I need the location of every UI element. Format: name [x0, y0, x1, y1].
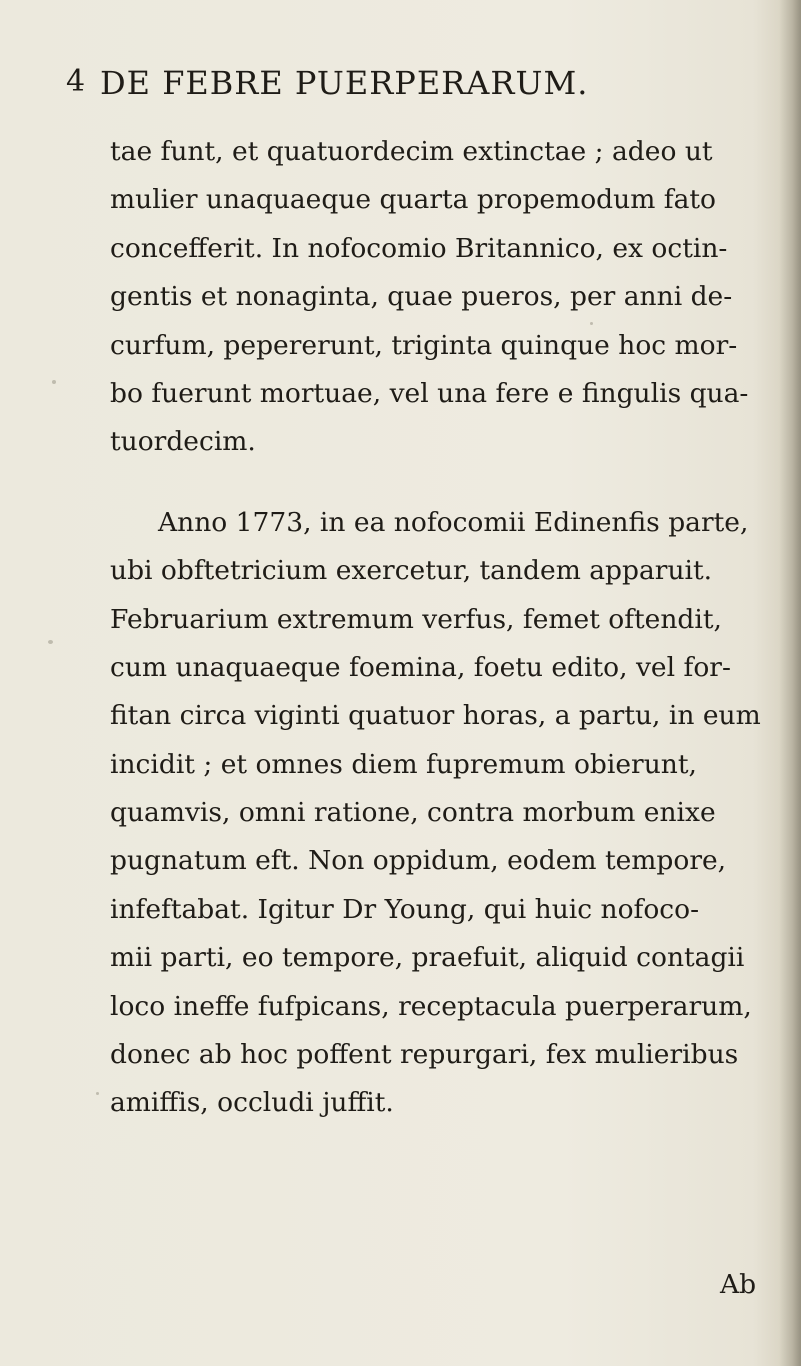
running-head [66, 64, 716, 108]
text-line: pugnatum eft. Non oppidum, eodem tempore, [110, 845, 727, 877]
text-line: gentis et nonaginta, quae pueros, per anni de- [110, 281, 733, 313]
text-line: quamvis, omni ratione, contra morbum enixe [110, 797, 716, 829]
page-edge-shadow [779, 0, 801, 1366]
text-line: incidit ; et omnes diem fupremum obierunt, [110, 748, 697, 780]
text-line: mulier unaquaeque quarta propemodum fato [110, 184, 716, 216]
text-line: amiffis, occludi juffit. [110, 1087, 394, 1119]
text-line: infeftabat. Igitur Dr Young, qui huic nofoco- [110, 893, 700, 925]
text-line: curfum, pepererunt, triginta quinque hoc mor- [110, 329, 738, 361]
running-title: DE FEBRE PUERPERARUM. [100, 64, 589, 102]
paper-speck [48, 640, 53, 644]
paper-speck [52, 380, 56, 384]
catchword: Ab [720, 1269, 757, 1300]
paper-speck [590, 322, 593, 325]
paragraph-first-line: Anno 1773, in ea nofocomii Edinenfis parte, [158, 506, 749, 538]
text-line: tae funt, et quatuordecim extinctae ; adeo ut [110, 136, 713, 167]
text-line: concefferit. In nofocomio Britannico, ex octin- [110, 232, 728, 264]
text-line: cum unaquaeque foemina, foetu edito, vel for- [110, 651, 731, 683]
paper-speck [96, 1092, 99, 1095]
text-line: donec ab hoc poffent repurgari, fex mulieribus [110, 1039, 739, 1071]
text-line: bo fuerunt mortuae, vel una fere e fingulis qua- [110, 377, 749, 409]
text-line: loco ineffe fufpicans, receptacula puerperarum, [110, 990, 752, 1022]
text-line: Februarium extremum verfus, femet oftendit, [110, 603, 722, 635]
text-line: fitan circa viginti quatuor horas, a partu, in eum [110, 700, 761, 732]
text-line: ubi obftetricium exercetur, tandem apparuit. [110, 555, 713, 587]
page-number: 4 [66, 64, 87, 99]
text-line: tuordecim. [110, 426, 256, 458]
paragraph-gap [110, 473, 760, 505]
text-line: mii parti, eo tempore, praefuit, aliquid contagii [110, 942, 745, 974]
body-text [110, 134, 760, 1134]
